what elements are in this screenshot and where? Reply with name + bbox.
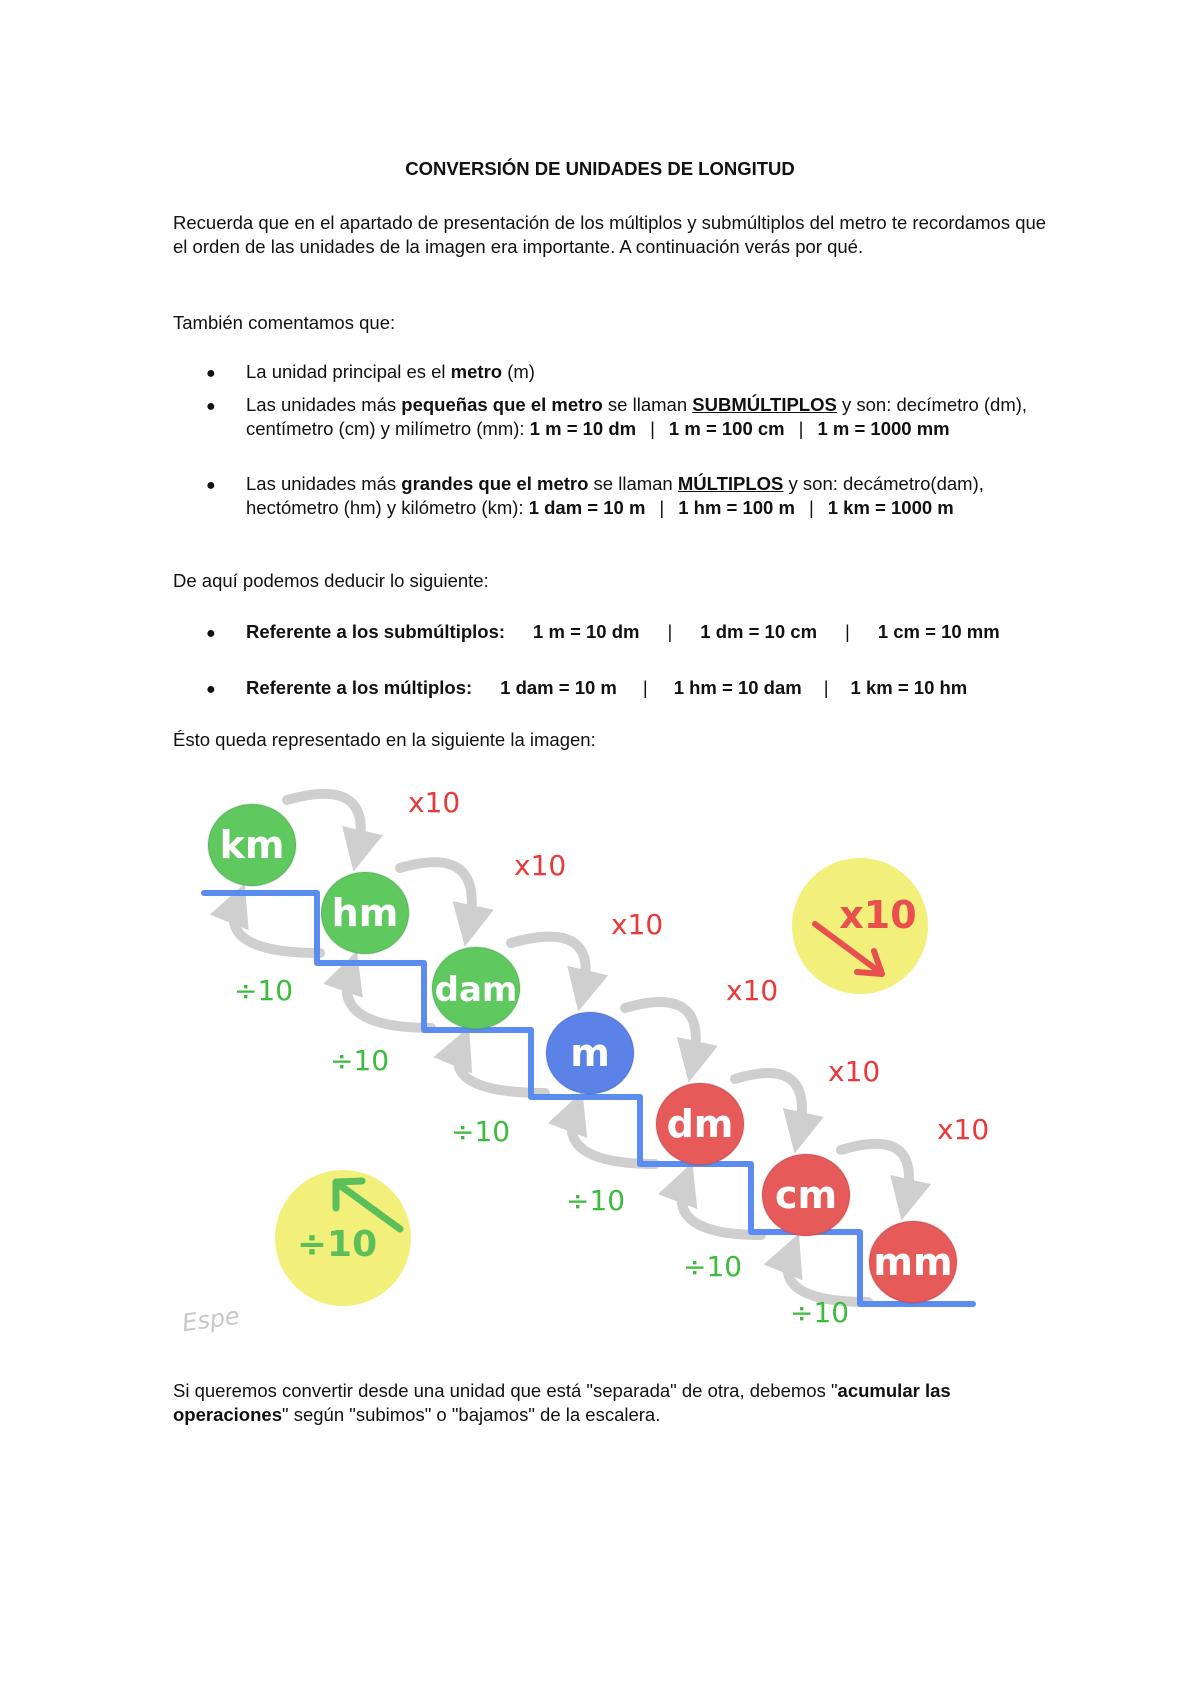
bold-text: pequeñas que el metro <box>401 394 603 415</box>
separator: | <box>823 677 829 698</box>
bullet-label: Referente a los submúltiplos: <box>246 621 506 642</box>
document-title: CONVERSIÓN DE UNIDADES DE LONGITUD <box>405 158 795 179</box>
equation: 1 hm = 10 dam <box>673 677 802 698</box>
unit-label-km: km <box>219 823 285 867</box>
unit-label-mm: mm <box>873 1240 953 1284</box>
equation: 1 m = 10 dm <box>533 621 640 642</box>
text: Las unidades más <box>246 394 402 415</box>
separator: | <box>667 621 673 642</box>
multiply-curve-arrow <box>735 1073 802 1133</box>
separator: | <box>650 417 655 439</box>
unit-label-m: m <box>570 1031 610 1075</box>
divide-label: ÷10 <box>451 1115 511 1148</box>
bold-text: metro <box>450 361 503 382</box>
bullet-icon: ● <box>206 365 216 382</box>
separator: | <box>642 677 648 698</box>
multiply-curve-arrow <box>841 1144 909 1200</box>
multiply-label: x10 <box>726 974 779 1007</box>
multiply-label: x10 <box>408 786 461 819</box>
equation: 1 m = 1000 mm <box>817 417 950 439</box>
divide-label: ÷10 <box>234 974 294 1007</box>
multiply-label: x10 <box>611 908 664 941</box>
equation: 1 km = 10 hm <box>850 677 968 698</box>
equation: 1 km = 1000 m <box>827 496 954 518</box>
bullet-icon: ● <box>206 625 216 642</box>
unit-label-dm: dm <box>666 1102 734 1146</box>
text: Las unidades más <box>246 473 402 494</box>
multiply-curve-arrow <box>287 794 361 851</box>
divide-curve-arrow <box>788 1253 868 1302</box>
author-signature: Espe <box>180 1301 242 1338</box>
bullet-icon: ● <box>206 398 216 415</box>
multiply-curve-arrow <box>625 1002 696 1062</box>
bold-text: grandes que el metro <box>401 473 589 494</box>
divide-label: ÷10 <box>566 1184 626 1217</box>
bullet-icon: ● <box>206 477 216 494</box>
multiply-label: x10 <box>514 849 567 882</box>
separator: | <box>808 496 814 518</box>
separator: | <box>659 496 665 518</box>
unit-label-hm: hm <box>331 891 399 935</box>
text: (m) <box>502 361 535 382</box>
equation: 1 m = 100 cm <box>668 417 785 439</box>
text: y son: decímetro (dm), centímetro (cm) y milímetro (mm): <box>246 394 1028 439</box>
text: se llaman <box>588 473 678 494</box>
equation: 1 dm = 10 cm <box>700 621 818 642</box>
separator: | <box>845 621 850 642</box>
equation: 1 cm = 10 mm <box>877 621 1000 642</box>
divide-label: ÷10 <box>330 1044 390 1077</box>
multiply-badge-label: x10 <box>839 893 917 937</box>
equation: 1 dam = 10 m <box>500 677 617 698</box>
equation: 1 m = 10 dm <box>529 417 637 439</box>
multiply-label: x10 <box>828 1055 881 1088</box>
separator: | <box>798 417 804 439</box>
represent-text: Ésto queda representado en la siguiente la imagen: <box>173 729 596 750</box>
divide-curve-arrow <box>347 971 431 1028</box>
divide-badge-label: ÷10 <box>296 1224 378 1265</box>
equation: 1 dam = 10 m <box>528 496 646 518</box>
bullet-label: Referente a los múltiplos: <box>246 677 473 698</box>
bold-text: acumular las operaciones <box>173 1380 951 1425</box>
text: se llaman <box>602 394 693 415</box>
intro-paragraph: Recuerda que en el apartado de presentación de los múltiplos y submúltiplos del metro te recordamos que el orden de las unidades de la imagen era importante. A continuación verás por qué. <box>173 212 1047 257</box>
multiply-curve-arrow <box>511 937 586 991</box>
unit-label-dam: dam <box>434 970 518 1010</box>
text: y son: decámetro(dam), hectómetro (hm) y kilómetro (km): <box>246 473 984 518</box>
bullet-icon: ● <box>206 681 216 698</box>
text: " según "subimos" o "bajamos" de la escalera. <box>282 1403 661 1425</box>
text: Si queremos convertir desde una unidad que está "separada" de otra, debemos " <box>173 1380 838 1401</box>
divide-curve-arrow <box>234 903 320 953</box>
multiplos-term: MÚLTIPLOS <box>677 473 784 494</box>
equation: 1 hm = 100 m <box>678 496 795 518</box>
multiply-curve-arrow <box>400 862 472 926</box>
multiply-label: x10 <box>937 1113 990 1146</box>
conclusion-paragraph <box>173 1379 1053 1426</box>
text: La unidad principal es el <box>246 361 451 382</box>
deduce-text: De aquí podemos deducir lo siguiente: <box>173 570 489 591</box>
divide-label: ÷10 <box>683 1250 743 1283</box>
divide-label: ÷10 <box>790 1296 850 1329</box>
submultiplos-term: SUBMÚLTIPLOS <box>692 394 837 415</box>
unit-label-cm: cm <box>774 1173 838 1217</box>
also-said-text: También comentamos que: <box>173 312 396 333</box>
